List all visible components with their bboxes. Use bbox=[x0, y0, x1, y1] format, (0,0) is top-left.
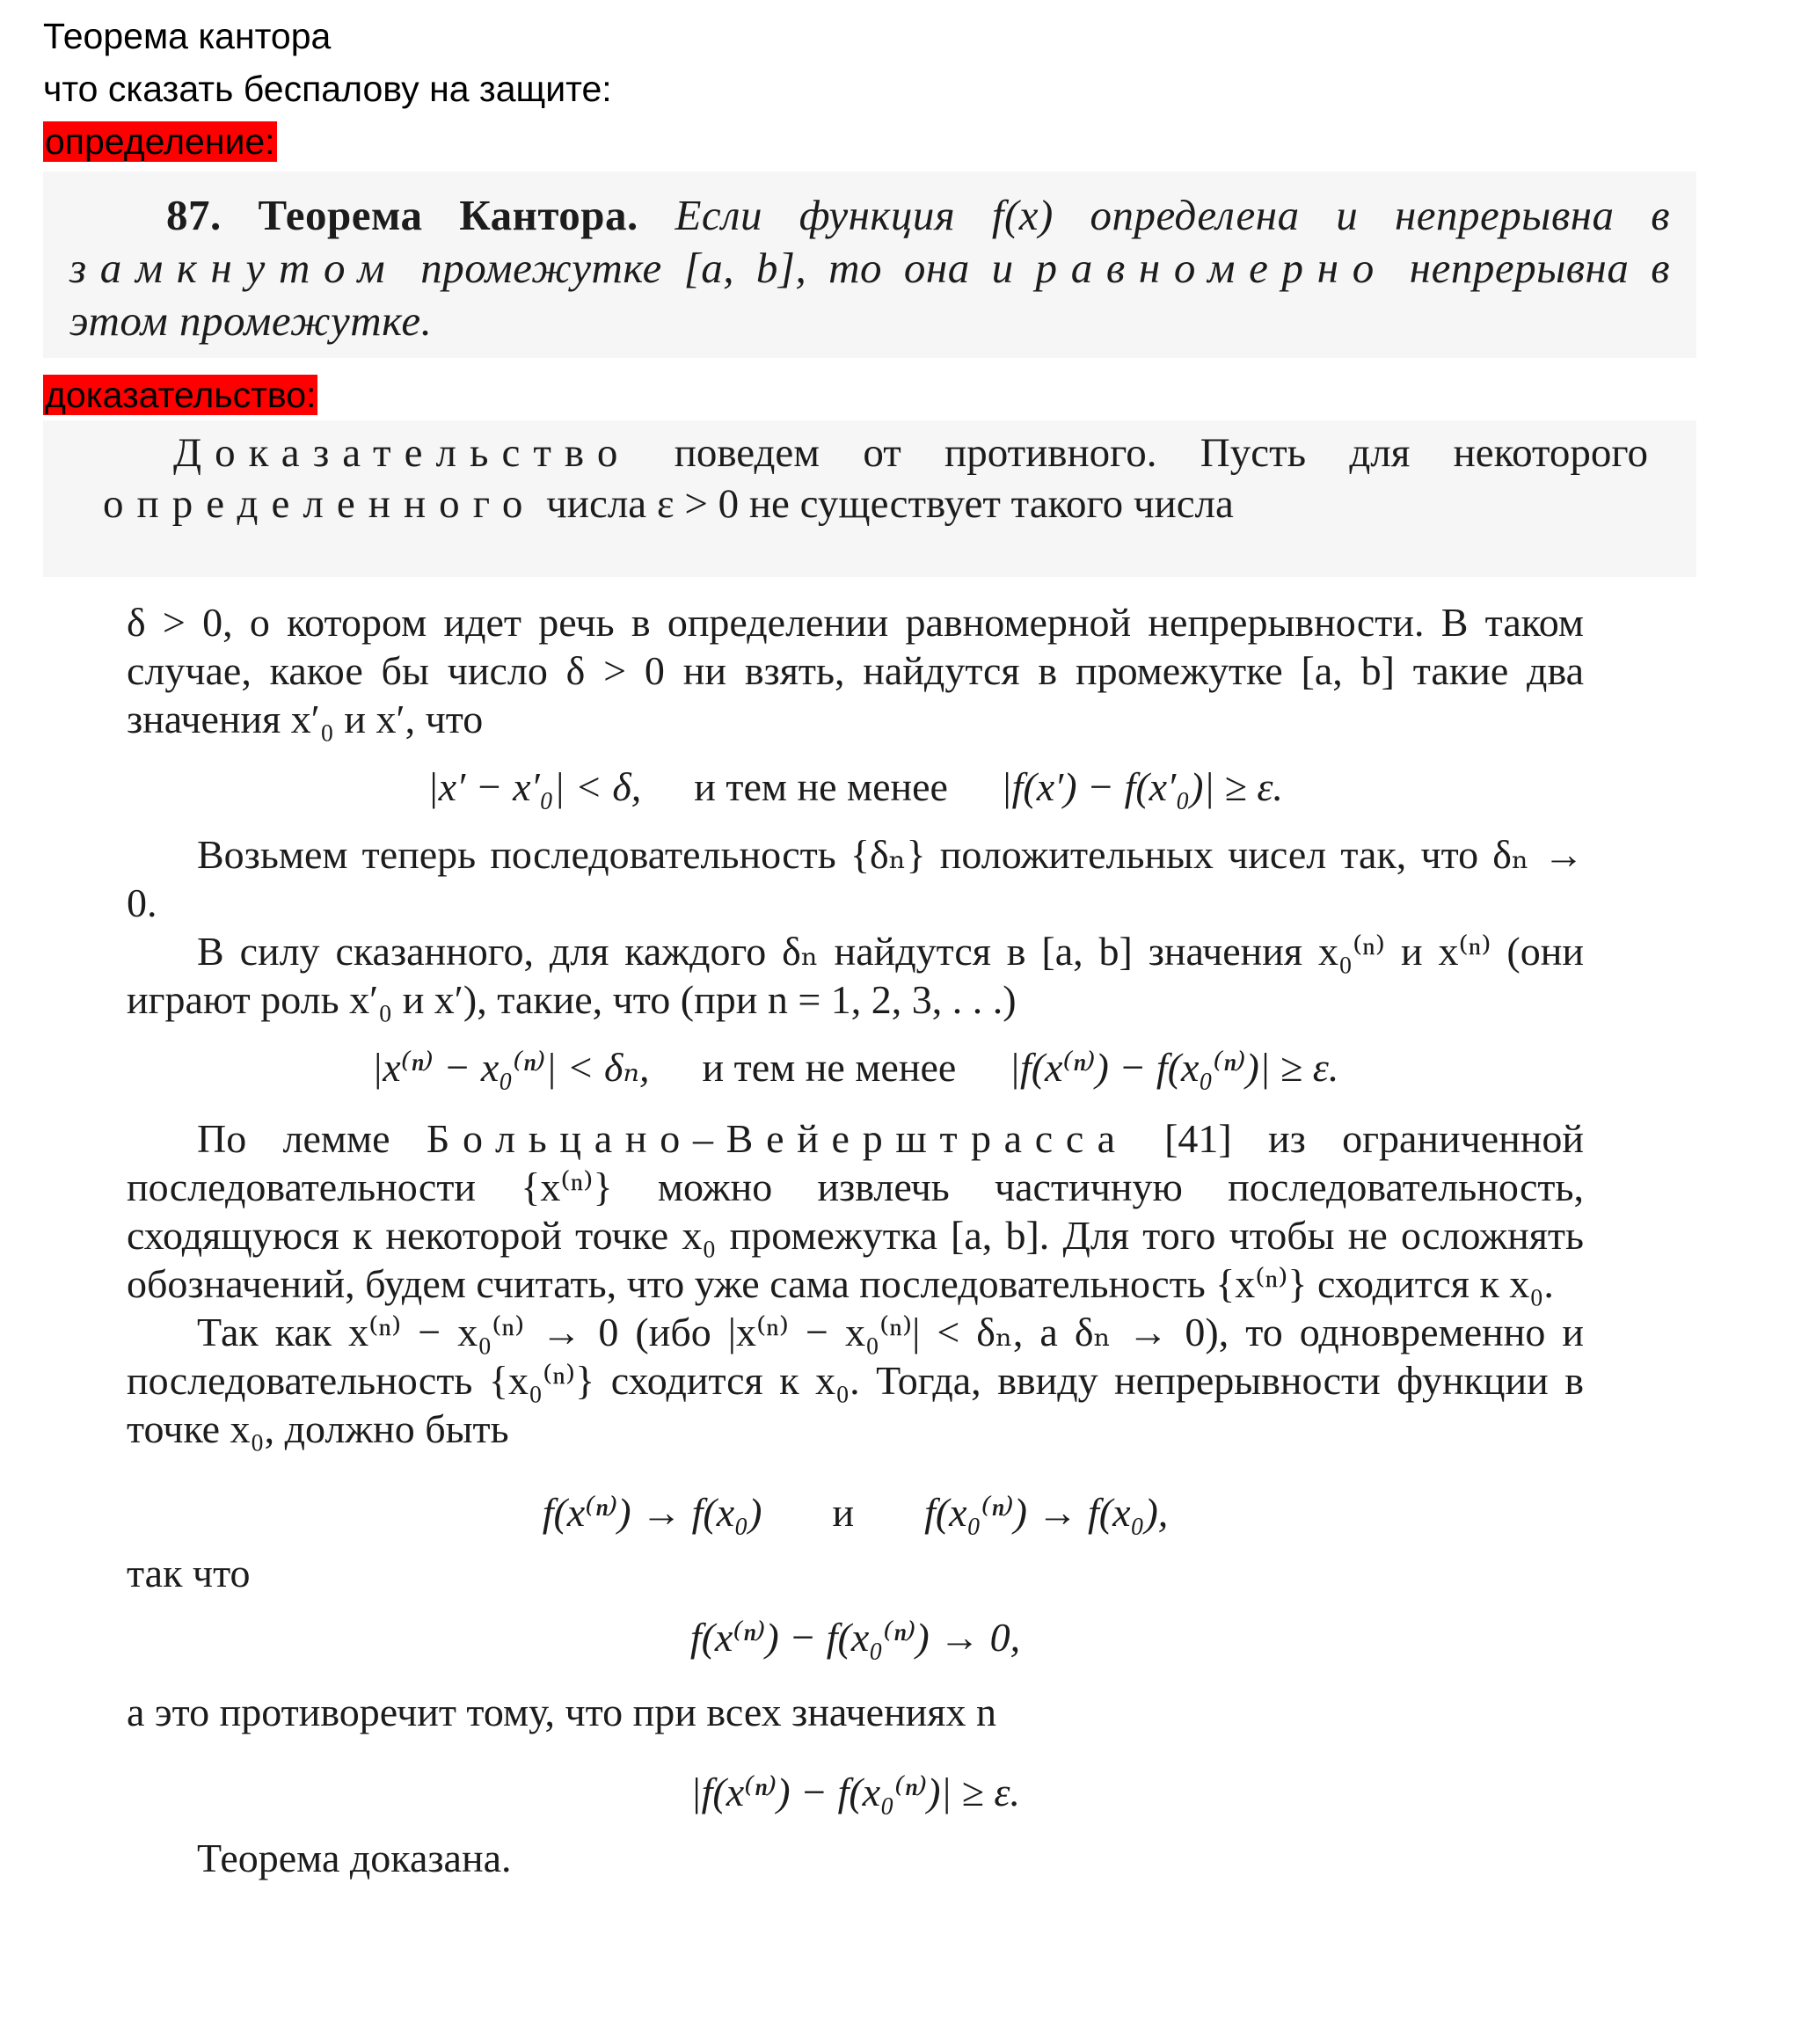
proof-intro-text-1: поведем от противного. Пусть для некоторого bbox=[674, 430, 1649, 476]
proof-paragraph-7: а это противоречит тому, что при всех значениях n bbox=[127, 1690, 996, 1734]
theorem-text-3: непрерывна в этом промежутке. bbox=[69, 244, 1671, 345]
proof-intro-spaced-2: определенного bbox=[103, 481, 536, 527]
formula-2 bbox=[127, 1043, 1584, 1091]
theorem-spaced-2: равномерно bbox=[1035, 244, 1388, 292]
proof-paragraph-1: δ > 0, о котором идет речь в определении равномерной непрерывности. В таком случае, какое бы число δ > 0 ни взять, найдутся в промежутке [a, b] такие два значения x′₀ и x′, что bbox=[127, 600, 1584, 741]
proof-scan bbox=[43, 577, 1696, 2044]
formula-2-mid: и тем не менее bbox=[702, 1045, 957, 1090]
proof-paragraph-8: Теорема доказана. bbox=[197, 1836, 512, 1880]
formula-1-right: |f(x′) − f(x′₀)| ≥ ε. bbox=[1000, 764, 1283, 809]
proof-paragraph-4 bbox=[127, 1114, 1584, 1308]
formula-2-right: |f(x⁽ⁿ⁾) − f(x₀⁽ⁿ⁾)| ≥ ε. bbox=[1009, 1045, 1339, 1090]
formula-3 bbox=[127, 1488, 1584, 1537]
theorem-text bbox=[69, 189, 1670, 347]
definition-label bbox=[43, 116, 277, 167]
proof-paragraph-6: так что bbox=[127, 1551, 251, 1595]
theorem-text-2: промежутке [a, b], то она и bbox=[420, 244, 1014, 292]
proof-highlight: доказательство: bbox=[45, 375, 317, 415]
proof-intro-text-2: числа ε > 0 не существует такого числа bbox=[546, 481, 1234, 527]
formula-2-left: |x⁽ⁿ⁾ − x₀⁽ⁿ⁾| < δₙ, bbox=[371, 1045, 650, 1090]
formula-3-left: f(x⁽ⁿ⁾) → f(x₀) bbox=[542, 1490, 762, 1535]
proof-paragraph-3: В силу сказанного, для каждого δₙ найдутся в [a, b] значения x₀⁽ⁿ⁾ и x⁽ⁿ⁾ (они играют роль x′₀ и x′), такие, что (при n = 1, 2, 3, . . .) bbox=[127, 929, 1584, 1022]
theorem-spaced-1: замкнутом bbox=[69, 244, 399, 292]
formula-1-left: |x′ − x′₀| < δ, bbox=[427, 764, 642, 809]
proof-p4-b: [41] из ограниченной последовательности {x⁽ⁿ⁾} можно извлечь частичную последовательность, сходящуюся к некоторой точке x₀ промежутка [a, b]. Для того чтобы не осложнять обозначений, будем считать, что уже сама последовательность {x⁽ⁿ⁾} сходится к x₀. bbox=[127, 1116, 1584, 1306]
proof-intro-scan bbox=[43, 420, 1696, 577]
proof-intro-spaced-1: Доказательство bbox=[173, 430, 631, 476]
formula-3-mid: и bbox=[832, 1490, 855, 1535]
theorem-text-1: Если функция f(x) определена и непрерывна в bbox=[675, 191, 1671, 239]
proof-p4-spaced: Больцано–Вейерштрасса bbox=[426, 1116, 1128, 1161]
theorem-number: 87. Теорема Кантора. bbox=[166, 191, 638, 239]
theorem-scan bbox=[43, 172, 1696, 358]
formula-3-right: f(x₀⁽ⁿ⁾) → f(x₀), bbox=[924, 1490, 1169, 1535]
page-subtitle: что сказать беспалову на защите: bbox=[43, 69, 612, 109]
proof-p4-a: По лемме bbox=[197, 1116, 390, 1161]
formula-1-mid: и тем не менее bbox=[694, 764, 948, 809]
formula-4: f(x⁽ⁿ⁾) − f(x₀⁽ⁿ⁾) → 0, bbox=[689, 1615, 1021, 1660]
definition-highlight: определение: bbox=[45, 121, 275, 162]
page-title: Теорема кантора bbox=[43, 16, 332, 56]
proof-paragraph-2: Возьмем теперь последовательность {δₙ} положительных чисел так, что δₙ → 0. bbox=[127, 832, 1584, 925]
proof-label bbox=[43, 369, 317, 420]
proof-intro-text bbox=[103, 427, 1648, 529]
formula-1 bbox=[127, 763, 1584, 811]
formula-5: |f(x⁽ⁿ⁾) − f(x₀⁽ⁿ⁾)| ≥ ε. bbox=[689, 1770, 1021, 1814]
proof-paragraph-5: Так как x⁽ⁿ⁾ − x₀⁽ⁿ⁾ → 0 (ибо |x⁽ⁿ⁾ − x₀⁽ⁿ⁾| < δₙ, а δₙ → 0), то одновременно и последовательность {x₀⁽ⁿ⁾} сходится к x₀. Тогда, ввиду непрерывности функции в точке x₀, должно быть bbox=[127, 1310, 1584, 1451]
